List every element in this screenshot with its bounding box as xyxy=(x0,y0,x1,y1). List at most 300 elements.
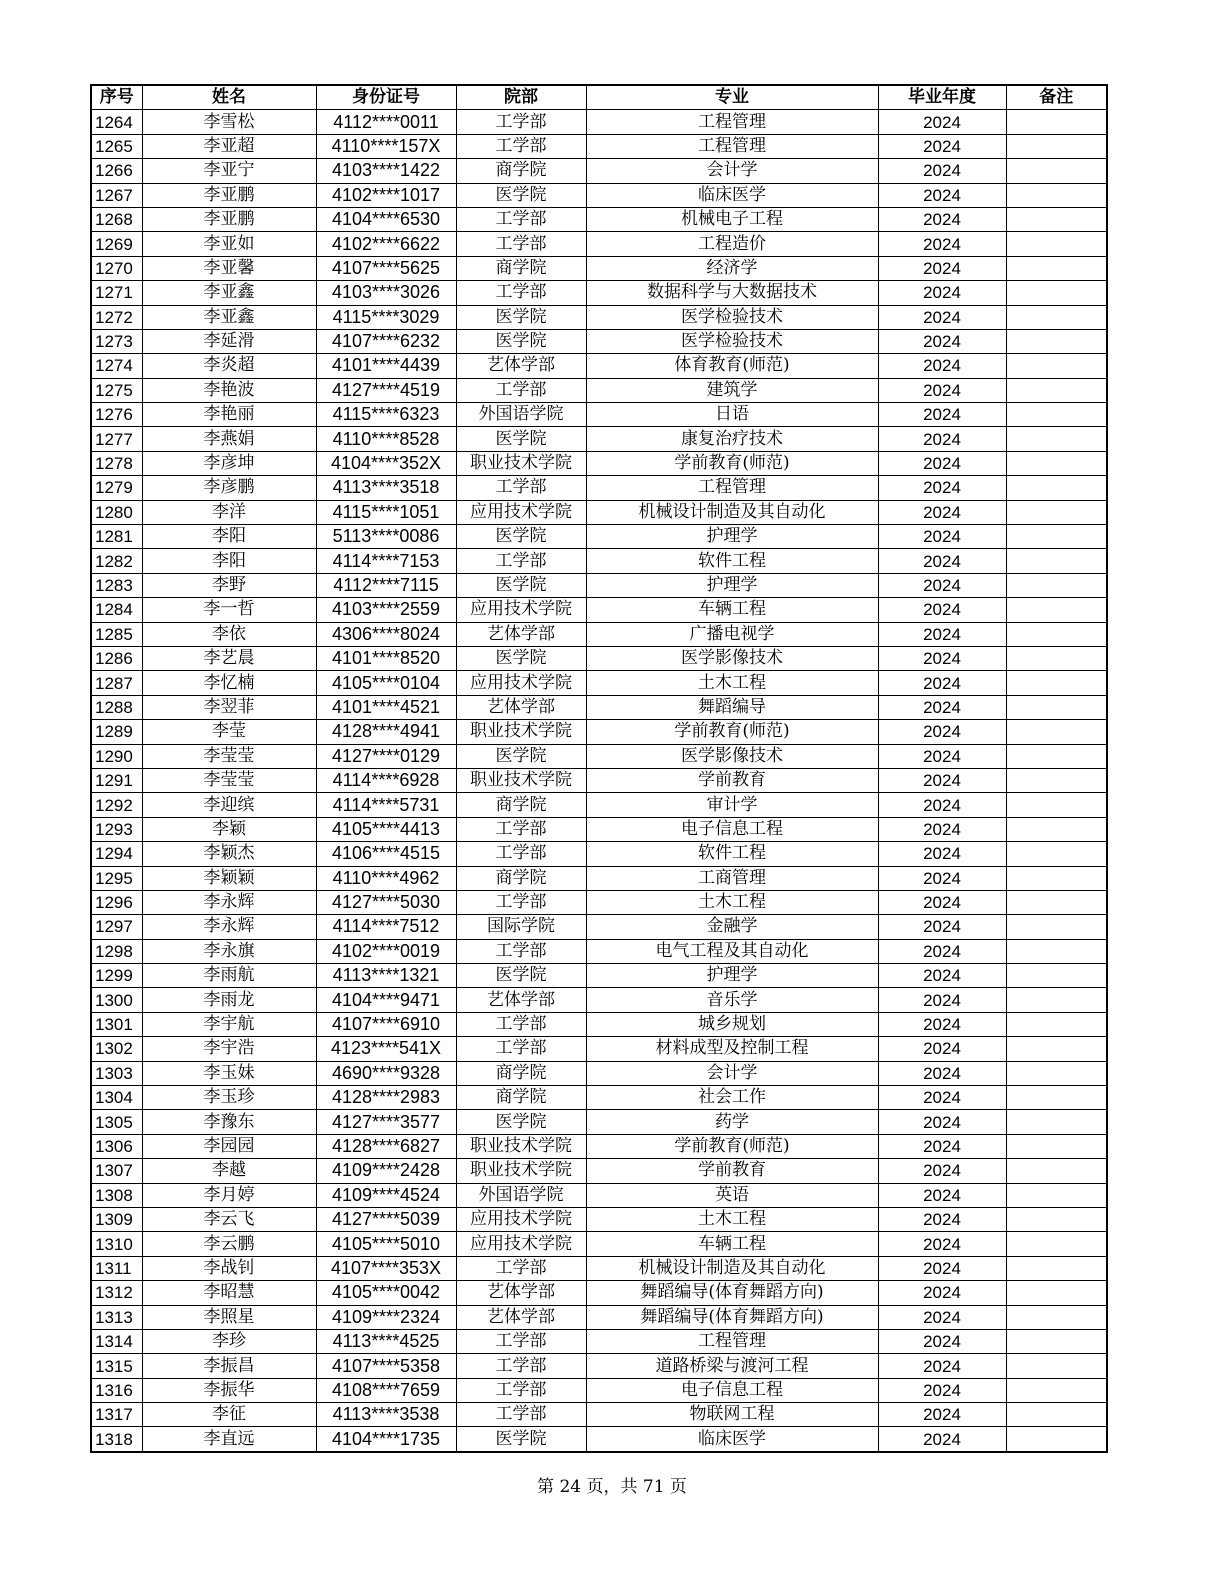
cell-dept: 艺体学部 xyxy=(456,1305,586,1329)
cell-major: 医学检验技术 xyxy=(586,305,878,329)
table-row xyxy=(91,451,1107,475)
table-row xyxy=(91,500,1107,524)
cell-no: 1282 xyxy=(91,549,142,573)
cell-dept: 艺体学部 xyxy=(456,354,586,378)
cell-no: 1277 xyxy=(91,427,142,451)
cell-dept: 工学部 xyxy=(456,817,586,841)
cell-id: 5113****0086 xyxy=(316,525,456,549)
table-row xyxy=(91,1281,1107,1305)
cell-name: 李宇航 xyxy=(142,1012,316,1036)
cell-name: 李月婷 xyxy=(142,1183,316,1207)
cell-dept: 外国语学院 xyxy=(456,403,586,427)
cell-note xyxy=(1006,1354,1107,1378)
cell-year: 2024 xyxy=(878,403,1006,427)
table-row xyxy=(91,354,1107,378)
cell-name: 李越 xyxy=(142,1159,316,1183)
cell-id: 4106****4515 xyxy=(316,842,456,866)
cell-note xyxy=(1006,573,1107,597)
cell-year: 2024 xyxy=(878,183,1006,207)
cell-id: 4115****3029 xyxy=(316,305,456,329)
cell-no: 1313 xyxy=(91,1305,142,1329)
cell-major: 会计学 xyxy=(586,159,878,183)
cell-id: 4101****4521 xyxy=(316,695,456,719)
cell-year: 2024 xyxy=(878,1012,1006,1036)
cell-name: 李忆楠 xyxy=(142,671,316,695)
cell-id: 4105****0042 xyxy=(316,1281,456,1305)
table-row xyxy=(91,817,1107,841)
cell-year: 2024 xyxy=(878,598,1006,622)
cell-name: 李永辉 xyxy=(142,890,316,914)
cell-id: 4115****1051 xyxy=(316,500,456,524)
cell-no: 1270 xyxy=(91,256,142,280)
cell-name: 李莹莹 xyxy=(142,744,316,768)
cell-name: 李迎缤 xyxy=(142,793,316,817)
table-row xyxy=(91,281,1107,305)
table-row xyxy=(91,476,1107,500)
cell-dept: 艺体学部 xyxy=(456,622,586,646)
cell-id: 4108****7659 xyxy=(316,1378,456,1402)
cell-year: 2024 xyxy=(878,964,1006,988)
cell-dept: 职业技术学院 xyxy=(456,720,586,744)
graduate-roster-table xyxy=(90,84,1108,1453)
cell-name: 李照星 xyxy=(142,1305,316,1329)
cell-note xyxy=(1006,842,1107,866)
cell-note xyxy=(1006,695,1107,719)
header-dept: 院部 xyxy=(456,85,586,110)
cell-no: 1266 xyxy=(91,159,142,183)
cell-major: 工程管理 xyxy=(586,110,878,134)
cell-major: 车辆工程 xyxy=(586,1232,878,1256)
cell-no: 1279 xyxy=(91,476,142,500)
cell-no: 1280 xyxy=(91,500,142,524)
table-row xyxy=(91,768,1107,792)
cell-major: 工程造价 xyxy=(586,232,878,256)
cell-major: 学前教育(师范) xyxy=(586,720,878,744)
cell-name: 李云飞 xyxy=(142,1207,316,1231)
cell-id: 4123****541X xyxy=(316,1037,456,1061)
table-row xyxy=(91,427,1107,451)
cell-no: 1265 xyxy=(91,134,142,158)
cell-major: 软件工程 xyxy=(586,549,878,573)
cell-year: 2024 xyxy=(878,622,1006,646)
table-row xyxy=(91,1159,1107,1183)
table-row xyxy=(91,1403,1107,1427)
cell-year: 2024 xyxy=(878,842,1006,866)
cell-no: 1299 xyxy=(91,964,142,988)
cell-name: 李永辉 xyxy=(142,915,316,939)
cell-major: 土木工程 xyxy=(586,671,878,695)
cell-no: 1278 xyxy=(91,451,142,475)
cell-no: 1308 xyxy=(91,1183,142,1207)
cell-id: 4690****9328 xyxy=(316,1061,456,1085)
cell-year: 2024 xyxy=(878,720,1006,744)
cell-name: 李亚鑫 xyxy=(142,281,316,305)
cell-id: 4107****6232 xyxy=(316,329,456,353)
cell-major: 软件工程 xyxy=(586,842,878,866)
cell-year: 2024 xyxy=(878,281,1006,305)
cell-no: 1293 xyxy=(91,817,142,841)
cell-major: 土木工程 xyxy=(586,890,878,914)
cell-major: 护理学 xyxy=(586,964,878,988)
cell-no: 1316 xyxy=(91,1378,142,1402)
cell-dept: 医学院 xyxy=(456,427,586,451)
cell-year: 2024 xyxy=(878,866,1006,890)
cell-name: 李园园 xyxy=(142,1134,316,1158)
cell-note xyxy=(1006,305,1107,329)
cell-dept: 工学部 xyxy=(456,890,586,914)
cell-year: 2024 xyxy=(878,1354,1006,1378)
cell-year: 2024 xyxy=(878,695,1006,719)
table-row xyxy=(91,1110,1107,1134)
cell-note xyxy=(1006,500,1107,524)
cell-no: 1318 xyxy=(91,1427,142,1452)
cell-no: 1289 xyxy=(91,720,142,744)
cell-year: 2024 xyxy=(878,525,1006,549)
cell-major: 医学影像技术 xyxy=(586,744,878,768)
cell-note xyxy=(1006,281,1107,305)
table-row xyxy=(91,842,1107,866)
cell-id: 4102****1017 xyxy=(316,183,456,207)
cell-id: 4109****2324 xyxy=(316,1305,456,1329)
cell-dept: 艺体学部 xyxy=(456,988,586,1012)
cell-id: 4107****5625 xyxy=(316,256,456,280)
cell-dept: 工学部 xyxy=(456,1256,586,1280)
table-row xyxy=(91,720,1107,744)
cell-no: 1287 xyxy=(91,671,142,695)
cell-year: 2024 xyxy=(878,134,1006,158)
cell-no: 1284 xyxy=(91,598,142,622)
cell-year: 2024 xyxy=(878,573,1006,597)
cell-id: 4113****3538 xyxy=(316,1403,456,1427)
cell-name: 李雨龙 xyxy=(142,988,316,1012)
cell-dept: 商学院 xyxy=(456,159,586,183)
cell-note xyxy=(1006,1427,1107,1452)
cell-dept: 商学院 xyxy=(456,793,586,817)
cell-major: 护理学 xyxy=(586,573,878,597)
page-footer: 第 24 页，共 71 页 xyxy=(537,1477,687,1497)
cell-dept: 国际学院 xyxy=(456,915,586,939)
cell-year: 2024 xyxy=(878,793,1006,817)
cell-note xyxy=(1006,232,1107,256)
cell-name: 李珍 xyxy=(142,1329,316,1353)
cell-dept: 医学院 xyxy=(456,329,586,353)
cell-id: 4101****4439 xyxy=(316,354,456,378)
table-row xyxy=(91,183,1107,207)
cell-year: 2024 xyxy=(878,329,1006,353)
cell-year: 2024 xyxy=(878,1037,1006,1061)
cell-name: 李亚鑫 xyxy=(142,305,316,329)
table-row xyxy=(91,573,1107,597)
cell-note xyxy=(1006,1256,1107,1280)
cell-name: 李豫东 xyxy=(142,1110,316,1134)
cell-no: 1286 xyxy=(91,646,142,670)
cell-dept: 商学院 xyxy=(456,256,586,280)
cell-dept: 医学院 xyxy=(456,964,586,988)
cell-name: 李征 xyxy=(142,1403,316,1427)
header-no: 序号 xyxy=(91,85,142,110)
cell-dept: 外国语学院 xyxy=(456,1183,586,1207)
cell-major: 工程管理 xyxy=(586,134,878,158)
cell-year: 2024 xyxy=(878,256,1006,280)
cell-major: 医学影像技术 xyxy=(586,646,878,670)
cell-year: 2024 xyxy=(878,1329,1006,1353)
cell-dept: 职业技术学院 xyxy=(456,768,586,792)
cell-dept: 应用技术学院 xyxy=(456,1232,586,1256)
cell-year: 2024 xyxy=(878,354,1006,378)
cell-id: 4127****4519 xyxy=(316,378,456,402)
cell-major: 机械设计制造及其自动化 xyxy=(586,1256,878,1280)
cell-dept: 工学部 xyxy=(456,1329,586,1353)
cell-id: 4113****3518 xyxy=(316,476,456,500)
cell-name: 李玉妹 xyxy=(142,1061,316,1085)
cell-no: 1290 xyxy=(91,744,142,768)
cell-id: 4102****0019 xyxy=(316,939,456,963)
cell-id: 4128****6827 xyxy=(316,1134,456,1158)
cell-dept: 医学院 xyxy=(456,573,586,597)
cell-major: 体育教育(师范) xyxy=(586,354,878,378)
cell-year: 2024 xyxy=(878,817,1006,841)
cell-year: 2024 xyxy=(878,1305,1006,1329)
cell-major: 材料成型及控制工程 xyxy=(586,1037,878,1061)
cell-dept: 工学部 xyxy=(456,476,586,500)
header-major: 专业 xyxy=(586,85,878,110)
cell-id: 4127****5039 xyxy=(316,1207,456,1231)
cell-name: 李雪松 xyxy=(142,110,316,134)
cell-major: 学前教育 xyxy=(586,1159,878,1183)
table-row xyxy=(91,1134,1107,1158)
cell-major: 音乐学 xyxy=(586,988,878,1012)
cell-year: 2024 xyxy=(878,1403,1006,1427)
cell-note xyxy=(1006,354,1107,378)
cell-id: 4103****2559 xyxy=(316,598,456,622)
cell-year: 2024 xyxy=(878,1110,1006,1134)
cell-major: 广播电视学 xyxy=(586,622,878,646)
cell-dept: 工学部 xyxy=(456,1012,586,1036)
cell-dept: 医学院 xyxy=(456,646,586,670)
cell-note xyxy=(1006,988,1107,1012)
cell-id: 4104****6530 xyxy=(316,207,456,231)
cell-major: 车辆工程 xyxy=(586,598,878,622)
cell-dept: 医学院 xyxy=(456,525,586,549)
cell-name: 李翌菲 xyxy=(142,695,316,719)
table-row xyxy=(91,207,1107,231)
cell-note xyxy=(1006,744,1107,768)
cell-name: 李亚超 xyxy=(142,134,316,158)
header-note: 备注 xyxy=(1006,85,1107,110)
cell-id: 4127****0129 xyxy=(316,744,456,768)
cell-year: 2024 xyxy=(878,744,1006,768)
cell-name: 李艺晨 xyxy=(142,646,316,670)
table-row xyxy=(91,159,1107,183)
cell-name: 李直远 xyxy=(142,1427,316,1452)
table-row xyxy=(91,1305,1107,1329)
cell-year: 2024 xyxy=(878,1061,1006,1085)
cell-dept: 商学院 xyxy=(456,1086,586,1110)
cell-dept: 工学部 xyxy=(456,842,586,866)
cell-dept: 工学部 xyxy=(456,207,586,231)
cell-no: 1272 xyxy=(91,305,142,329)
cell-year: 2024 xyxy=(878,1086,1006,1110)
cell-dept: 应用技术学院 xyxy=(456,1207,586,1231)
cell-major: 护理学 xyxy=(586,525,878,549)
cell-major: 学前教育(师范) xyxy=(586,451,878,475)
cell-name: 李燕娟 xyxy=(142,427,316,451)
cell-dept: 工学部 xyxy=(456,134,586,158)
cell-name: 李颖 xyxy=(142,817,316,841)
cell-major: 电气工程及其自动化 xyxy=(586,939,878,963)
table-row xyxy=(91,1207,1107,1231)
cell-dept: 商学院 xyxy=(456,866,586,890)
cell-name: 李彦鹏 xyxy=(142,476,316,500)
cell-dept: 工学部 xyxy=(456,281,586,305)
cell-id: 4105****4413 xyxy=(316,817,456,841)
cell-year: 2024 xyxy=(878,378,1006,402)
cell-name: 李云鹏 xyxy=(142,1232,316,1256)
cell-note xyxy=(1006,451,1107,475)
cell-id: 4127****5030 xyxy=(316,890,456,914)
cell-note xyxy=(1006,1086,1107,1110)
cell-year: 2024 xyxy=(878,988,1006,1012)
table-row xyxy=(91,695,1107,719)
table-row xyxy=(91,1329,1107,1353)
cell-no: 1317 xyxy=(91,1403,142,1427)
table-row xyxy=(91,939,1107,963)
cell-note xyxy=(1006,256,1107,280)
table-row xyxy=(91,1061,1107,1085)
cell-year: 2024 xyxy=(878,1183,1006,1207)
cell-no: 1301 xyxy=(91,1012,142,1036)
cell-major: 城乡规划 xyxy=(586,1012,878,1036)
table-row xyxy=(91,1037,1107,1061)
cell-no: 1273 xyxy=(91,329,142,353)
cell-name: 李亚鹏 xyxy=(142,183,316,207)
cell-id: 4114****6928 xyxy=(316,768,456,792)
cell-note xyxy=(1006,1110,1107,1134)
table-header xyxy=(91,85,1107,110)
table-body xyxy=(91,110,1107,1452)
cell-name: 李永旗 xyxy=(142,939,316,963)
cell-major: 康复治疗技术 xyxy=(586,427,878,451)
cell-id: 4114****5731 xyxy=(316,793,456,817)
cell-note xyxy=(1006,646,1107,670)
cell-no: 1300 xyxy=(91,988,142,1012)
cell-id: 4110****8528 xyxy=(316,427,456,451)
cell-note xyxy=(1006,939,1107,963)
cell-no: 1281 xyxy=(91,525,142,549)
cell-major: 土木工程 xyxy=(586,1207,878,1231)
cell-dept: 医学院 xyxy=(456,305,586,329)
cell-dept: 艺体学部 xyxy=(456,695,586,719)
cell-id: 4113****1321 xyxy=(316,964,456,988)
cell-no: 1314 xyxy=(91,1329,142,1353)
cell-name: 李野 xyxy=(142,573,316,597)
cell-note xyxy=(1006,183,1107,207)
cell-name: 李振昌 xyxy=(142,1354,316,1378)
cell-major: 经济学 xyxy=(586,256,878,280)
cell-no: 1294 xyxy=(91,842,142,866)
cell-major: 会计学 xyxy=(586,1061,878,1085)
cell-year: 2024 xyxy=(878,207,1006,231)
cell-note xyxy=(1006,1403,1107,1427)
cell-dept: 工学部 xyxy=(456,1403,586,1427)
table-row xyxy=(91,110,1107,134)
cell-note xyxy=(1006,1281,1107,1305)
cell-major: 学前教育(师范) xyxy=(586,1134,878,1158)
table-row xyxy=(91,890,1107,914)
cell-year: 2024 xyxy=(878,1427,1006,1452)
cell-year: 2024 xyxy=(878,646,1006,670)
cell-note xyxy=(1006,1134,1107,1158)
cell-dept: 商学院 xyxy=(456,1061,586,1085)
cell-year: 2024 xyxy=(878,427,1006,451)
cell-id: 4104****9471 xyxy=(316,988,456,1012)
cell-no: 1269 xyxy=(91,232,142,256)
cell-no: 1302 xyxy=(91,1037,142,1061)
cell-dept: 工学部 xyxy=(456,549,586,573)
table-row xyxy=(91,525,1107,549)
cell-id: 4114****7153 xyxy=(316,549,456,573)
table-row xyxy=(91,744,1107,768)
cell-no: 1310 xyxy=(91,1232,142,1256)
cell-note xyxy=(1006,1183,1107,1207)
cell-dept: 应用技术学院 xyxy=(456,671,586,695)
cell-year: 2024 xyxy=(878,500,1006,524)
cell-no: 1264 xyxy=(91,110,142,134)
cell-no: 1306 xyxy=(91,1134,142,1158)
cell-name: 李延滑 xyxy=(142,329,316,353)
cell-id: 4110****157X xyxy=(316,134,456,158)
cell-name: 李阳 xyxy=(142,549,316,573)
cell-name: 李艳丽 xyxy=(142,403,316,427)
table-row xyxy=(91,1012,1107,1036)
cell-major: 药学 xyxy=(586,1110,878,1134)
cell-major: 医学检验技术 xyxy=(586,329,878,353)
cell-no: 1303 xyxy=(91,1061,142,1085)
cell-major: 道路桥梁与渡河工程 xyxy=(586,1354,878,1378)
cell-no: 1298 xyxy=(91,939,142,963)
cell-year: 2024 xyxy=(878,1159,1006,1183)
cell-no: 1276 xyxy=(91,403,142,427)
cell-note xyxy=(1006,134,1107,158)
cell-major: 英语 xyxy=(586,1183,878,1207)
cell-note xyxy=(1006,915,1107,939)
cell-no: 1275 xyxy=(91,378,142,402)
cell-id: 4112****0011 xyxy=(316,110,456,134)
cell-id: 4104****352X xyxy=(316,451,456,475)
cell-id: 4105****5010 xyxy=(316,1232,456,1256)
cell-dept: 工学部 xyxy=(456,1037,586,1061)
cell-dept: 职业技术学院 xyxy=(456,1159,586,1183)
cell-name: 李颖杰 xyxy=(142,842,316,866)
cell-year: 2024 xyxy=(878,549,1006,573)
table-row xyxy=(91,403,1107,427)
cell-note xyxy=(1006,1305,1107,1329)
cell-note xyxy=(1006,1329,1107,1353)
table-row xyxy=(91,1378,1107,1402)
cell-name: 李依 xyxy=(142,622,316,646)
cell-name: 李艳波 xyxy=(142,378,316,402)
cell-note xyxy=(1006,403,1107,427)
cell-year: 2024 xyxy=(878,671,1006,695)
cell-no: 1296 xyxy=(91,890,142,914)
cell-note xyxy=(1006,525,1107,549)
cell-dept: 工学部 xyxy=(456,1378,586,1402)
cell-id: 4103****3026 xyxy=(316,281,456,305)
cell-major: 金融学 xyxy=(586,915,878,939)
cell-note xyxy=(1006,1061,1107,1085)
cell-id: 4102****6622 xyxy=(316,232,456,256)
table-row xyxy=(91,305,1107,329)
